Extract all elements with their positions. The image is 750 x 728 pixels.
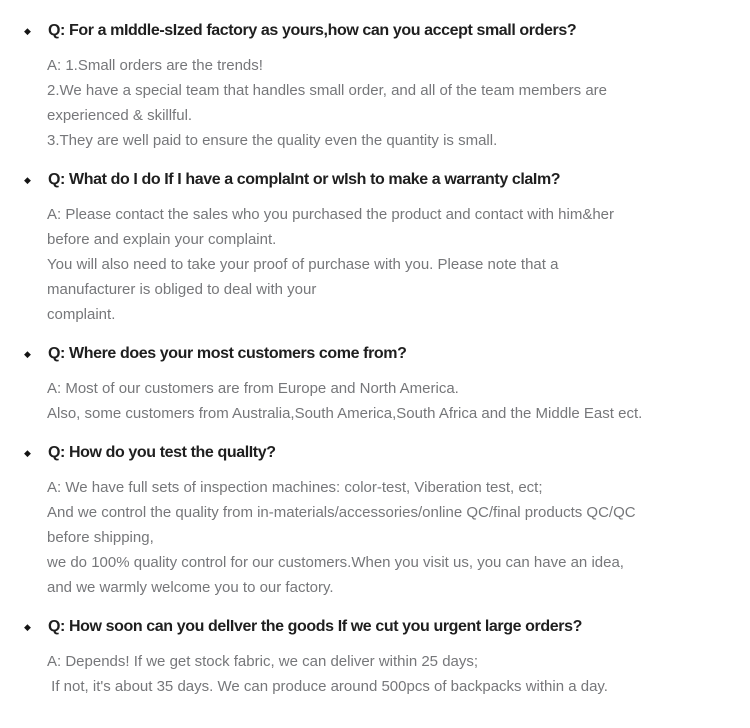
answer-lines [0, 53, 750, 153]
answer-line: A: 1.Small orders are the trends! [47, 57, 263, 74]
answer-lines [0, 475, 750, 600]
answer-line: 3.They are well paid to ensure the quality even the quantity is small. [47, 132, 498, 149]
answer-line: before shipping, [47, 529, 154, 546]
diamond-bullet-icon: ◆ [24, 26, 31, 36]
diamond-bullet-icon: ◆ [24, 349, 31, 359]
answer-line: 2.We have a special team that handles small order, and all of the team members are [47, 82, 608, 99]
answer-line: You will also need to take your proof of purchase with you. Please note that a [47, 256, 559, 273]
answer-line: A: Depends! If we get stock fabric, we can deliver within 25 days; [47, 653, 479, 670]
answer-line: A: Most of our customers are from Europe and North America. [47, 380, 459, 397]
answer-line: A: We have full sets of inspection machines: color-test, Viberation test, ect; [47, 479, 543, 496]
answer-lines [0, 202, 750, 327]
answer-line: complaint. [47, 306, 116, 323]
answer-lines [0, 649, 750, 699]
question-row [0, 168, 750, 192]
question-text: Q: What do I do If I have a complaInt or wIsh to make a warranty claIm? [48, 171, 561, 188]
question-text: Q: How soon can you delIver the goods If we cut you urgent large orders? [48, 618, 582, 635]
faq-item [0, 441, 750, 600]
answer-line: experienced & skillful. [47, 107, 193, 124]
question-row [0, 441, 750, 465]
question-row [0, 19, 750, 43]
question-text: Q: How do you test the qualIty? [48, 444, 276, 461]
answer-line: and we warmly welcome you to our factory. [47, 579, 334, 596]
faq-item [0, 168, 750, 327]
answer-line: before and explain your complaint. [47, 231, 277, 248]
question-text: Q: For a mIddle-sIzed factory as yours,how can you accept small orders? [48, 22, 577, 39]
diamond-bullet-icon: ◆ [24, 448, 31, 458]
answer-lines [0, 376, 750, 426]
answer-line: Also, some customers from Australia,South America,South Africa and the Middle East ect. [47, 405, 643, 422]
question-row [0, 615, 750, 639]
answer-line: A: Please contact the sales who you purchased the product and contact with him&her [47, 206, 614, 223]
diamond-bullet-icon: ◆ [24, 175, 31, 185]
faq-item [0, 615, 750, 699]
diamond-bullet-icon: ◆ [24, 622, 31, 632]
answer-line: And we control the quality from in-materials/accessories/online QC/final products QC/QC [47, 504, 636, 521]
answer-line: we do 100% quality control for our customers.When you visit us, you can have an idea, [47, 554, 624, 571]
question-row [0, 342, 750, 366]
answer-line: If not, it's about 35 days. We can produce around 500pcs of backpacks within a day. [47, 678, 608, 695]
faq-item [0, 342, 750, 426]
question-text: Q: Where does your most customers come from? [48, 345, 407, 362]
faq-item [0, 19, 750, 153]
answer-line: manufacturer is obliged to deal with your [47, 281, 317, 298]
